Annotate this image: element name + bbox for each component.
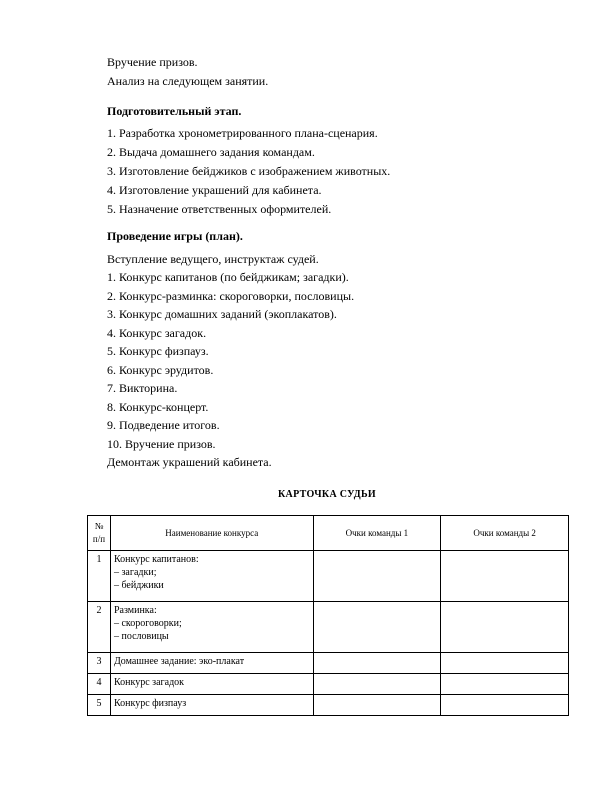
- list-item: 9. Подведение итогов.: [107, 418, 220, 432]
- list-item: 4. Изготовление украшений для кабинета.: [107, 183, 322, 197]
- list-item: 2. Выдача домашнего задания командам.: [107, 145, 315, 159]
- judge-card-table: [87, 515, 569, 716]
- contest-name: Домашнее задание: эко-плакат: [110, 653, 313, 674]
- header-contest-name: Наименование конкурса: [110, 516, 313, 551]
- section-heading-game-plan: Проведение игры (план).: [107, 229, 243, 243]
- contest-name-cell: [110, 602, 313, 653]
- team2-score-cell[interactable]: [441, 674, 569, 695]
- row-number: 3: [88, 653, 111, 674]
- list-item: 1. Конкурс капитанов (по бейджикам; загадки).: [107, 270, 349, 284]
- team1-score-cell[interactable]: [313, 674, 441, 695]
- team1-score-cell[interactable]: [313, 695, 441, 716]
- table-row: [88, 695, 569, 716]
- team2-score-cell[interactable]: [441, 551, 569, 602]
- header-number: [88, 516, 111, 551]
- header-number-symbol: №: [94, 521, 104, 531]
- contest-name: Конкурс загадок: [110, 674, 313, 695]
- list-item: 6. Конкурс эрудитов.: [107, 363, 214, 377]
- contest-name: Конкурс физпауз: [110, 695, 313, 716]
- text-line: Анализ на следующем занятии.: [107, 74, 269, 88]
- row-number: 1: [88, 551, 111, 602]
- text-line: Демонтаж украшений кабинета.: [107, 455, 272, 469]
- team1-score-cell[interactable]: [313, 653, 441, 674]
- row-number: 5: [88, 695, 111, 716]
- list-item: 5. Назначение ответственных оформителей.: [107, 202, 332, 216]
- table-row: [88, 551, 569, 602]
- contest-subitem: – загадки;: [113, 567, 157, 578]
- contest-name-cell: [110, 551, 313, 602]
- list-item: 4. Конкурс загадок.: [107, 326, 207, 340]
- list-item: 3. Изготовление бейджиков с изображением животных.: [107, 164, 391, 178]
- header-number-abbr: п/п: [92, 534, 106, 544]
- team2-score-cell[interactable]: [441, 653, 569, 674]
- list-item: 5. Конкурс физпауз.: [107, 344, 209, 358]
- list-item: 7. Викторина.: [107, 381, 178, 395]
- list-item: 2. Конкурс-разминка: скороговорки, пословицы.: [107, 289, 355, 303]
- section-heading-preparation: Подготовительный этап.: [107, 104, 242, 118]
- contest-subitem: – скороговорки;: [113, 618, 182, 629]
- table-row: [88, 602, 569, 653]
- header-team1-points: Очки команды 1: [313, 516, 441, 551]
- list-item: 1. Разработка хронометрированного плана-сценария.: [107, 126, 378, 140]
- header-team2-points: Очки команды 2: [441, 516, 569, 551]
- contest-subitem: – бейджики: [113, 580, 164, 591]
- contest-name: Разминка:: [113, 605, 157, 616]
- table-row: [88, 653, 569, 674]
- table-row: [88, 674, 569, 695]
- text-line: Вручение призов.: [107, 55, 198, 69]
- contest-name: Конкурс капитанов:: [113, 554, 199, 565]
- team2-score-cell[interactable]: [441, 695, 569, 716]
- contest-subitem: – пословицы: [113, 631, 169, 642]
- judge-card-title: КАРТОЧКА СУДЬИ: [278, 489, 376, 500]
- list-item: 3. Конкурс домашних заданий (экоплакатов).: [107, 307, 337, 321]
- team1-score-cell[interactable]: [313, 551, 441, 602]
- row-number: 4: [88, 674, 111, 695]
- row-number: 2: [88, 602, 111, 653]
- table-header-row: [88, 516, 569, 551]
- list-item: 8. Конкурс-концерт.: [107, 400, 209, 414]
- text-line: Вступление ведущего, инструктаж судей.: [107, 252, 319, 266]
- team1-score-cell[interactable]: [313, 602, 441, 653]
- list-item: 10. Вручение призов.: [107, 437, 216, 451]
- team2-score-cell[interactable]: [441, 602, 569, 653]
